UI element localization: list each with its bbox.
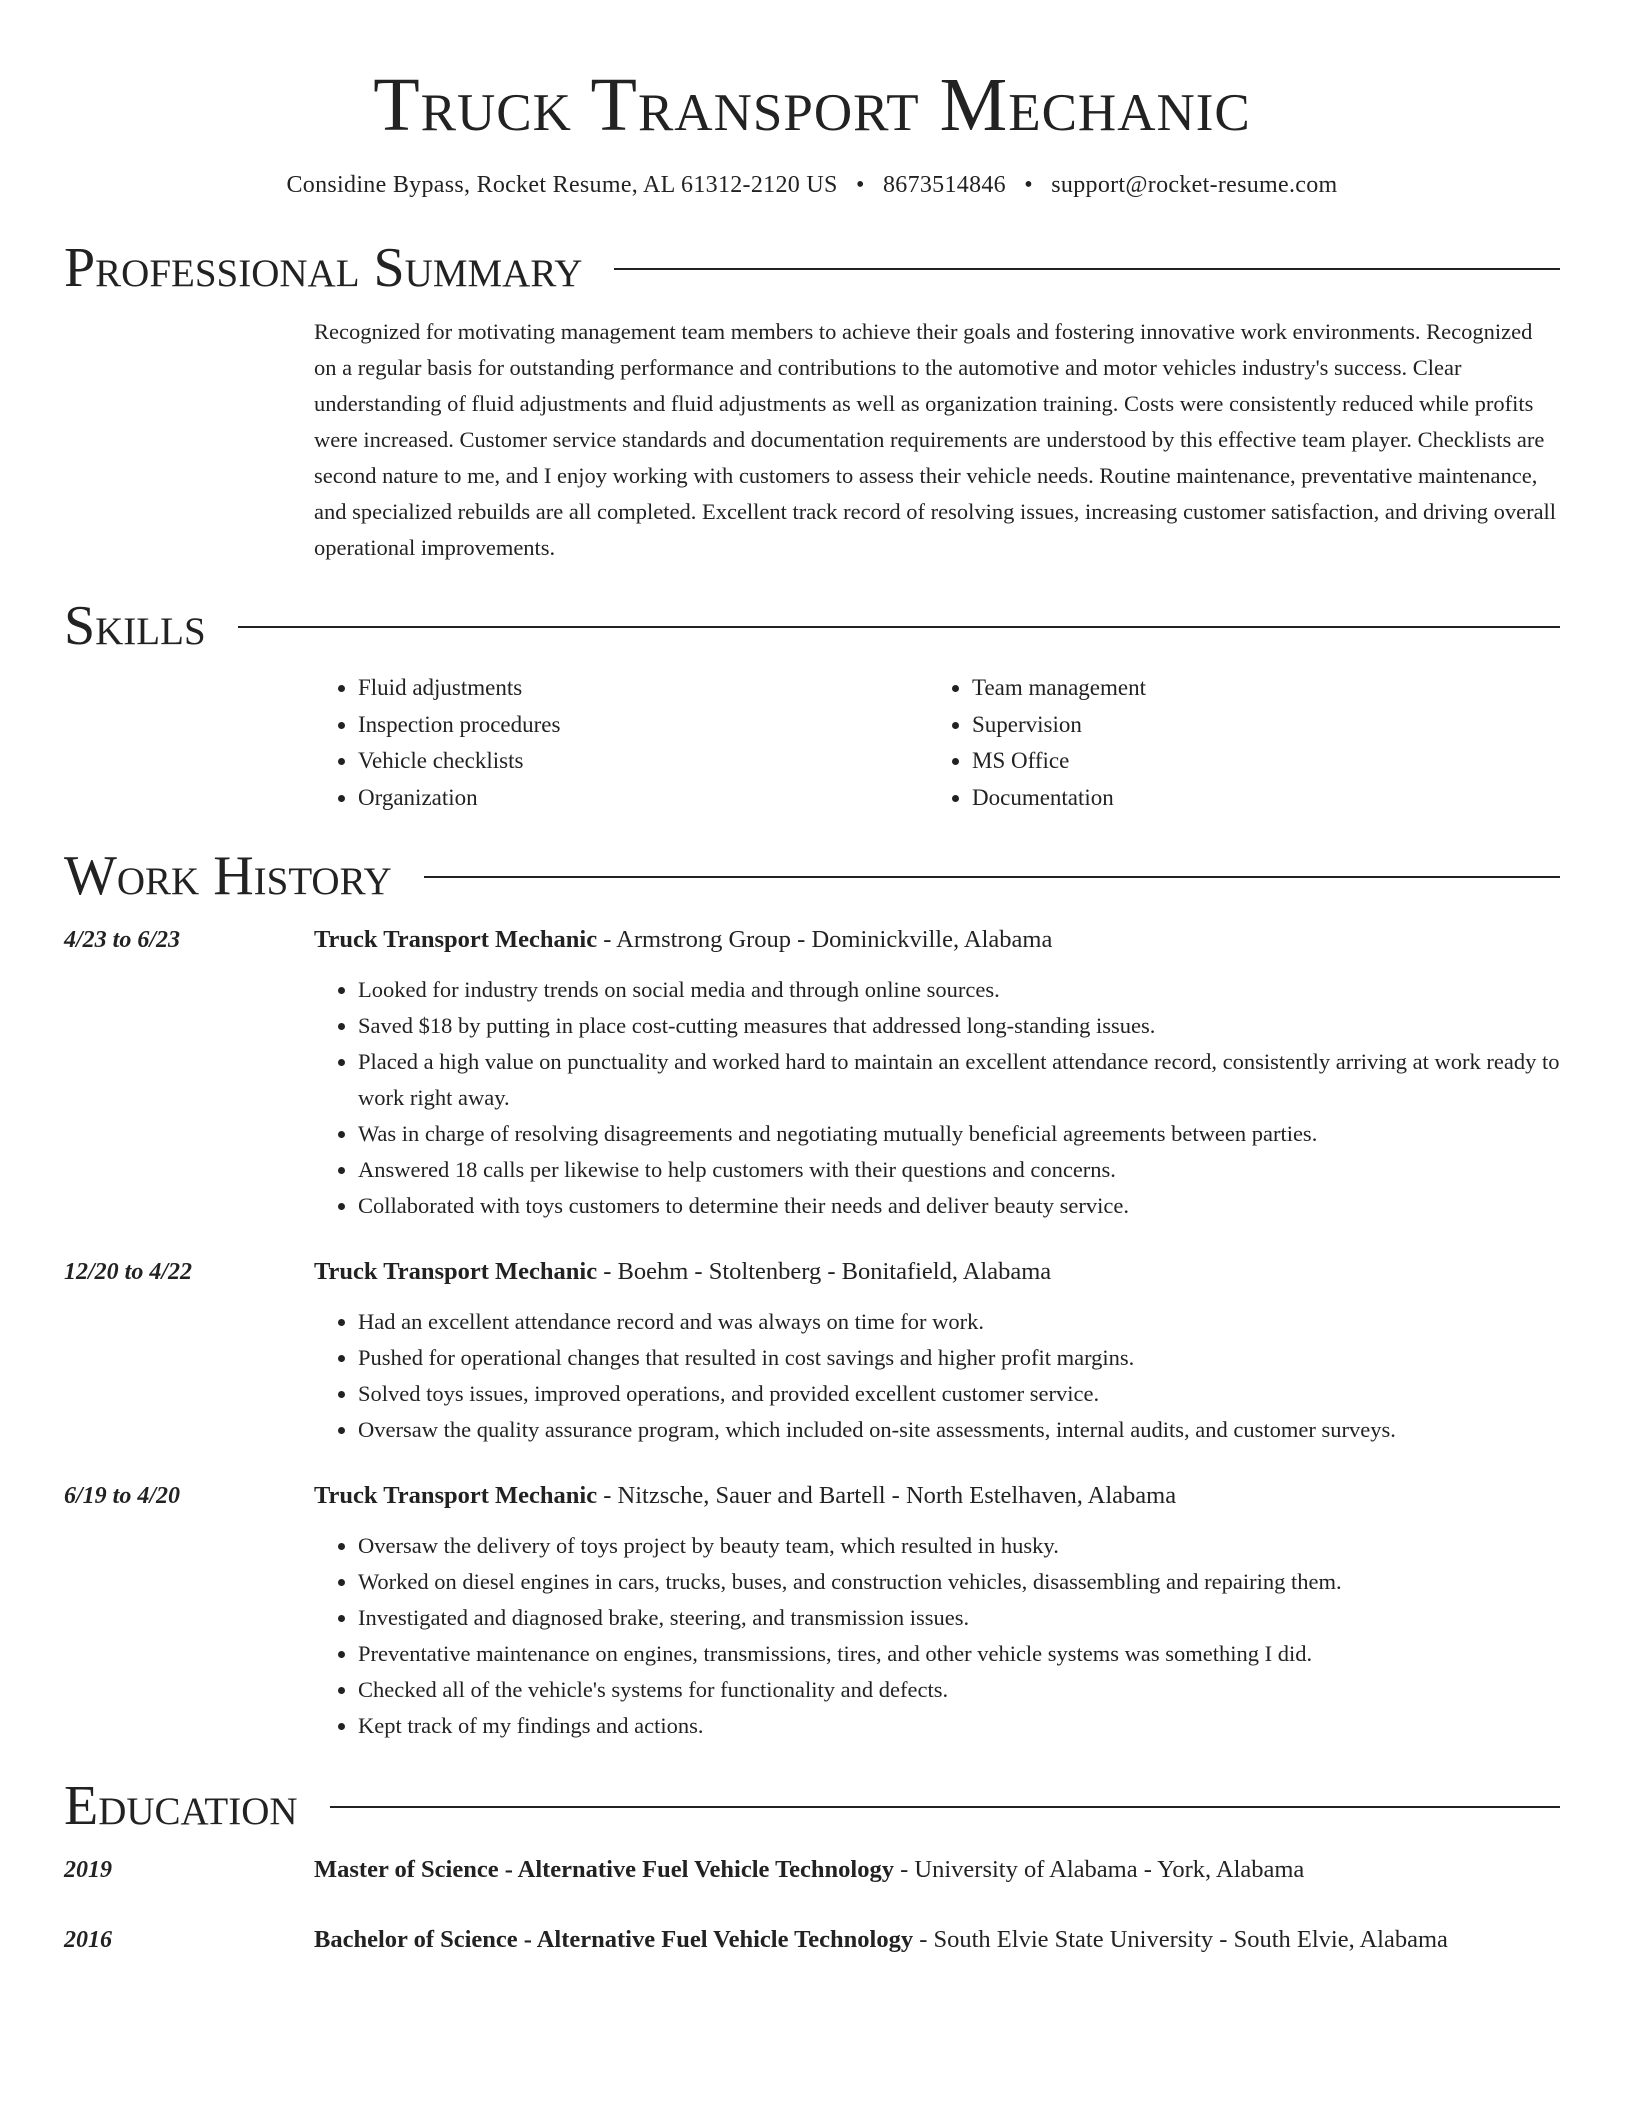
contact-separator: • [1024, 172, 1033, 198]
job-details: - Boehm - Stoltenberg - Bonitafield, Alabama [597, 1258, 1052, 1285]
job-title: Truck Transport Mechanic [314, 1258, 598, 1285]
job-details: - Nitzsche, Sauer and Bartell - North Estelhaven, Alabama [597, 1482, 1177, 1509]
job-dates: 4/23 to 6/23 [64, 927, 181, 953]
education-year: 2016 [64, 1927, 112, 1953]
job-bullet: • Collaborated with toys customers to determine their needs and deliver beauty service. [358, 1188, 1560, 1224]
job-bullet: • Solved toys issues, improved operations, and provided excellent customer service. [358, 1376, 1560, 1412]
contact-email: support@rocket-resume.com [1051, 172, 1338, 198]
job-bullet: • Preventative maintenance on engines, transmissions, tires, and other vehicle systems was something I did. [358, 1636, 1560, 1672]
job-bullet: • Looked for industry trends on social media and through online sources. [358, 972, 1560, 1008]
resume-page [64, 0, 1560, 1958]
skill-item: • Vehicle checklists [358, 743, 928, 780]
summary-section-header [64, 236, 1560, 300]
job-entry [64, 1478, 1560, 1744]
job-bullet: • Oversaw the quality assurance program, which included on-site assessments, internal audits, and customer surveys. [358, 1412, 1560, 1448]
education-entry [64, 1852, 1560, 1888]
education-details [314, 1852, 1304, 1888]
skill-item: • Organization [358, 780, 928, 817]
job-dates: 12/20 to 4/22 [64, 1259, 193, 1285]
education-heading: Education [64, 1775, 298, 1837]
skill-item: • Team management [972, 670, 1542, 707]
job-bullets [314, 1304, 1560, 1448]
skills-column-right [928, 670, 1542, 816]
job-bullet: • Checked all of the vehicle's systems for functionality and defects. [358, 1672, 1560, 1708]
contact-line [64, 168, 1560, 202]
skill-item: • Inspection procedures [358, 707, 928, 744]
education-school: - South Elvie State University - South Elvie, Alabama [913, 1926, 1448, 1953]
job-bullet: • Investigated and diagnosed brake, steering, and transmission issues. [358, 1600, 1560, 1636]
skills-column-left [314, 670, 928, 816]
contact-phone: 8673514846 [882, 172, 1006, 198]
job-bullet: • Had an excellent attendance record and was always on time for work. [358, 1304, 1560, 1340]
job-dates: 6/19 to 4/20 [64, 1483, 181, 1509]
skill-item: • Documentation [972, 780, 1542, 817]
job-body [314, 922, 1560, 1224]
job-bullet: • Was in charge of resolving disagreements and negotiating mutually beneficial agreements between parties. [358, 1116, 1560, 1152]
education-school: - University of Alabama - York, Alabama [894, 1856, 1305, 1883]
job-body [314, 1478, 1560, 1744]
job-body [314, 1254, 1560, 1448]
resume-title: Truck Transport Mechanic [373, 63, 1251, 147]
section-divider [614, 268, 1560, 270]
work-heading: Work History [64, 845, 392, 907]
job-bullet: • Placed a high value on punctuality and worked hard to maintain an excellent attendance record, consistently arriving at work ready to work right away. [358, 1044, 1560, 1116]
job-bullet: • Answered 18 calls per likewise to help customers with their questions and concerns. [358, 1152, 1560, 1188]
education-degree: Master of Science - Alternative Fuel Vehicle Technology [314, 1856, 894, 1883]
education-section-header [64, 1774, 1560, 1838]
summary-heading: Professional Summary [64, 237, 583, 299]
work-section-header [64, 844, 1560, 908]
skills-section-header [64, 594, 1560, 658]
section-divider [330, 1806, 1560, 1808]
job-entry [64, 1254, 1560, 1448]
contact-separator: • [855, 172, 865, 198]
job-entry [64, 922, 1560, 1224]
education-entry [64, 1922, 1560, 1958]
job-title: Truck Transport Mechanic [314, 1482, 598, 1509]
summary-text: Recognized for motivating management team members to achieve their goals and fostering innovative work environments. Recognized on a regular basis for outstanding performance and contributions to the automotive and motor vehicles industry's success. Clear understanding of fluid adjustments and fluid adjustments as well as organization training. Costs were consistently reduced while profits were increased. Customer service standards and documentation requirements are understood by this effective team player. Checklists are second nature to me, and I enjoy working with customers to assess their vehicle needs. Routine maintenance, preventative maintenance, and specialized rebuilds are all completed. Excellent track record of resolving issues, increasing customer satisfaction, and driving overall operational improvements. [314, 319, 1557, 560]
job-bullet: • Saved $18 by putting in place cost-cutting measures that addressed long-standing issues. [358, 1008, 1560, 1044]
education-degree: Bachelor of Science - Alternative Fuel Vehicle Technology [314, 1926, 914, 1953]
job-details: - Armstrong Group - Dominickville, Alabama [597, 926, 1053, 953]
job-header [314, 922, 1560, 958]
skill-item: • MS Office [972, 743, 1542, 780]
job-bullet: • Worked on diesel engines in cars, trucks, buses, and construction vehicles, disassembling and repairing them. [358, 1564, 1560, 1600]
education-details [314, 1922, 1448, 1958]
job-bullet: • Kept track of my findings and actions. [358, 1708, 1560, 1744]
job-bullets [314, 1528, 1560, 1744]
skills-heading: Skills [64, 595, 206, 657]
job-bullet: • Oversaw the delivery of toys project by beauty team, which resulted in husky. [358, 1528, 1560, 1564]
job-bullets [314, 972, 1560, 1224]
skill-item: • Fluid adjustments [358, 670, 928, 707]
section-divider [424, 876, 1560, 878]
job-bullet: • Pushed for operational changes that resulted in cost savings and higher profit margins. [358, 1340, 1560, 1376]
job-header [314, 1254, 1560, 1290]
education-year: 2019 [64, 1857, 112, 1883]
skills-list [314, 670, 1560, 816]
skill-item: • Supervision [972, 707, 1542, 744]
contact-address: Considine Bypass, Rocket Resume, AL 61312-2120 US [286, 172, 838, 198]
job-title: Truck Transport Mechanic [314, 926, 598, 953]
job-header [314, 1478, 1560, 1514]
section-divider [238, 626, 1560, 628]
